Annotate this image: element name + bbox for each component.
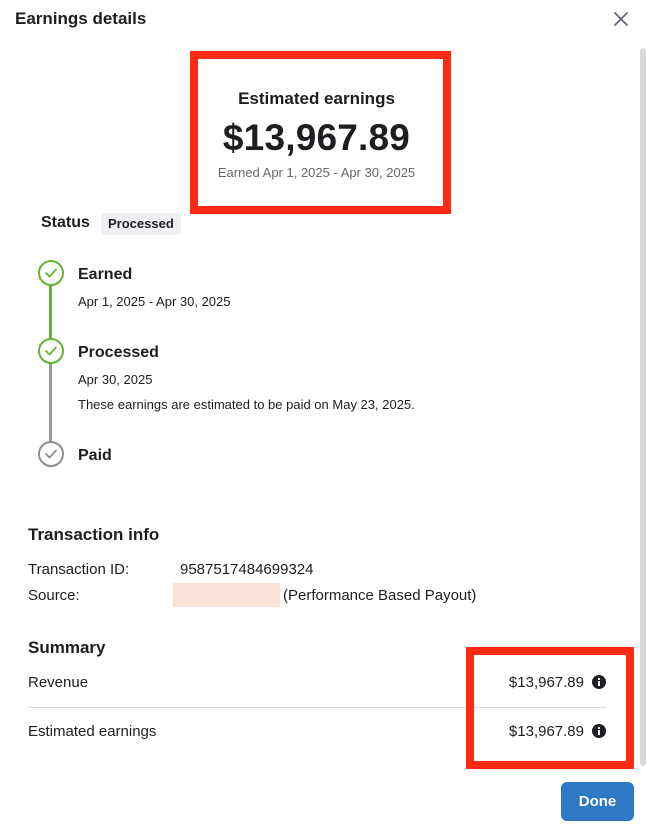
step-processed-title: Processed: [78, 344, 159, 361]
step-earned-title: Earned: [78, 266, 133, 283]
earned-date-range: Earned Apr 1, 2025 - Apr 30, 2025: [217, 165, 416, 180]
summary-title: Summary: [28, 638, 106, 657]
step-paid-check-icon: [38, 441, 64, 467]
timeline-connector-pending: [49, 363, 52, 441]
done-button[interactable]: Done: [561, 782, 634, 821]
summary-estimated-earnings-label: Estimated earnings: [28, 723, 157, 740]
summary-revenue-label: Revenue: [28, 674, 89, 691]
step-processed-note: These earnings are estimated to be paid on May 23, 2025.: [78, 397, 415, 412]
close-icon[interactable]: [610, 8, 632, 30]
source-redaction: [173, 583, 280, 607]
status-badge: Processed: [101, 213, 181, 235]
estimated-earnings-amount: $13,967.89: [222, 117, 411, 158]
step-earned-date: Apr 1, 2025 - Apr 30, 2025: [78, 294, 231, 309]
dialog-title: Earnings details: [15, 9, 147, 28]
status-label: Status: [41, 214, 90, 231]
source-value: (Performance Based Payout): [283, 587, 477, 604]
step-processed-date: Apr 30, 2025: [78, 372, 153, 387]
transaction-id-value: 9587517484699324: [180, 561, 314, 578]
transaction-id-label: Transaction ID:: [28, 561, 130, 578]
source-label: Source:: [28, 587, 80, 604]
summary-revenue-amount: $13,967.89: [508, 674, 584, 691]
estimated-earnings-label: Estimated earnings: [238, 89, 395, 108]
timeline-connector-complete: [49, 285, 52, 339]
step-processed-check-icon: [38, 338, 64, 364]
highlight-box-summary: [466, 647, 634, 769]
transaction-info-title: Transaction info: [28, 525, 160, 544]
step-paid-title: Paid: [78, 447, 112, 464]
step-earned-check-icon: [38, 260, 64, 286]
summary-estimated-earnings-amount: $13,967.89: [508, 723, 584, 740]
scrollbar[interactable]: [640, 48, 646, 766]
